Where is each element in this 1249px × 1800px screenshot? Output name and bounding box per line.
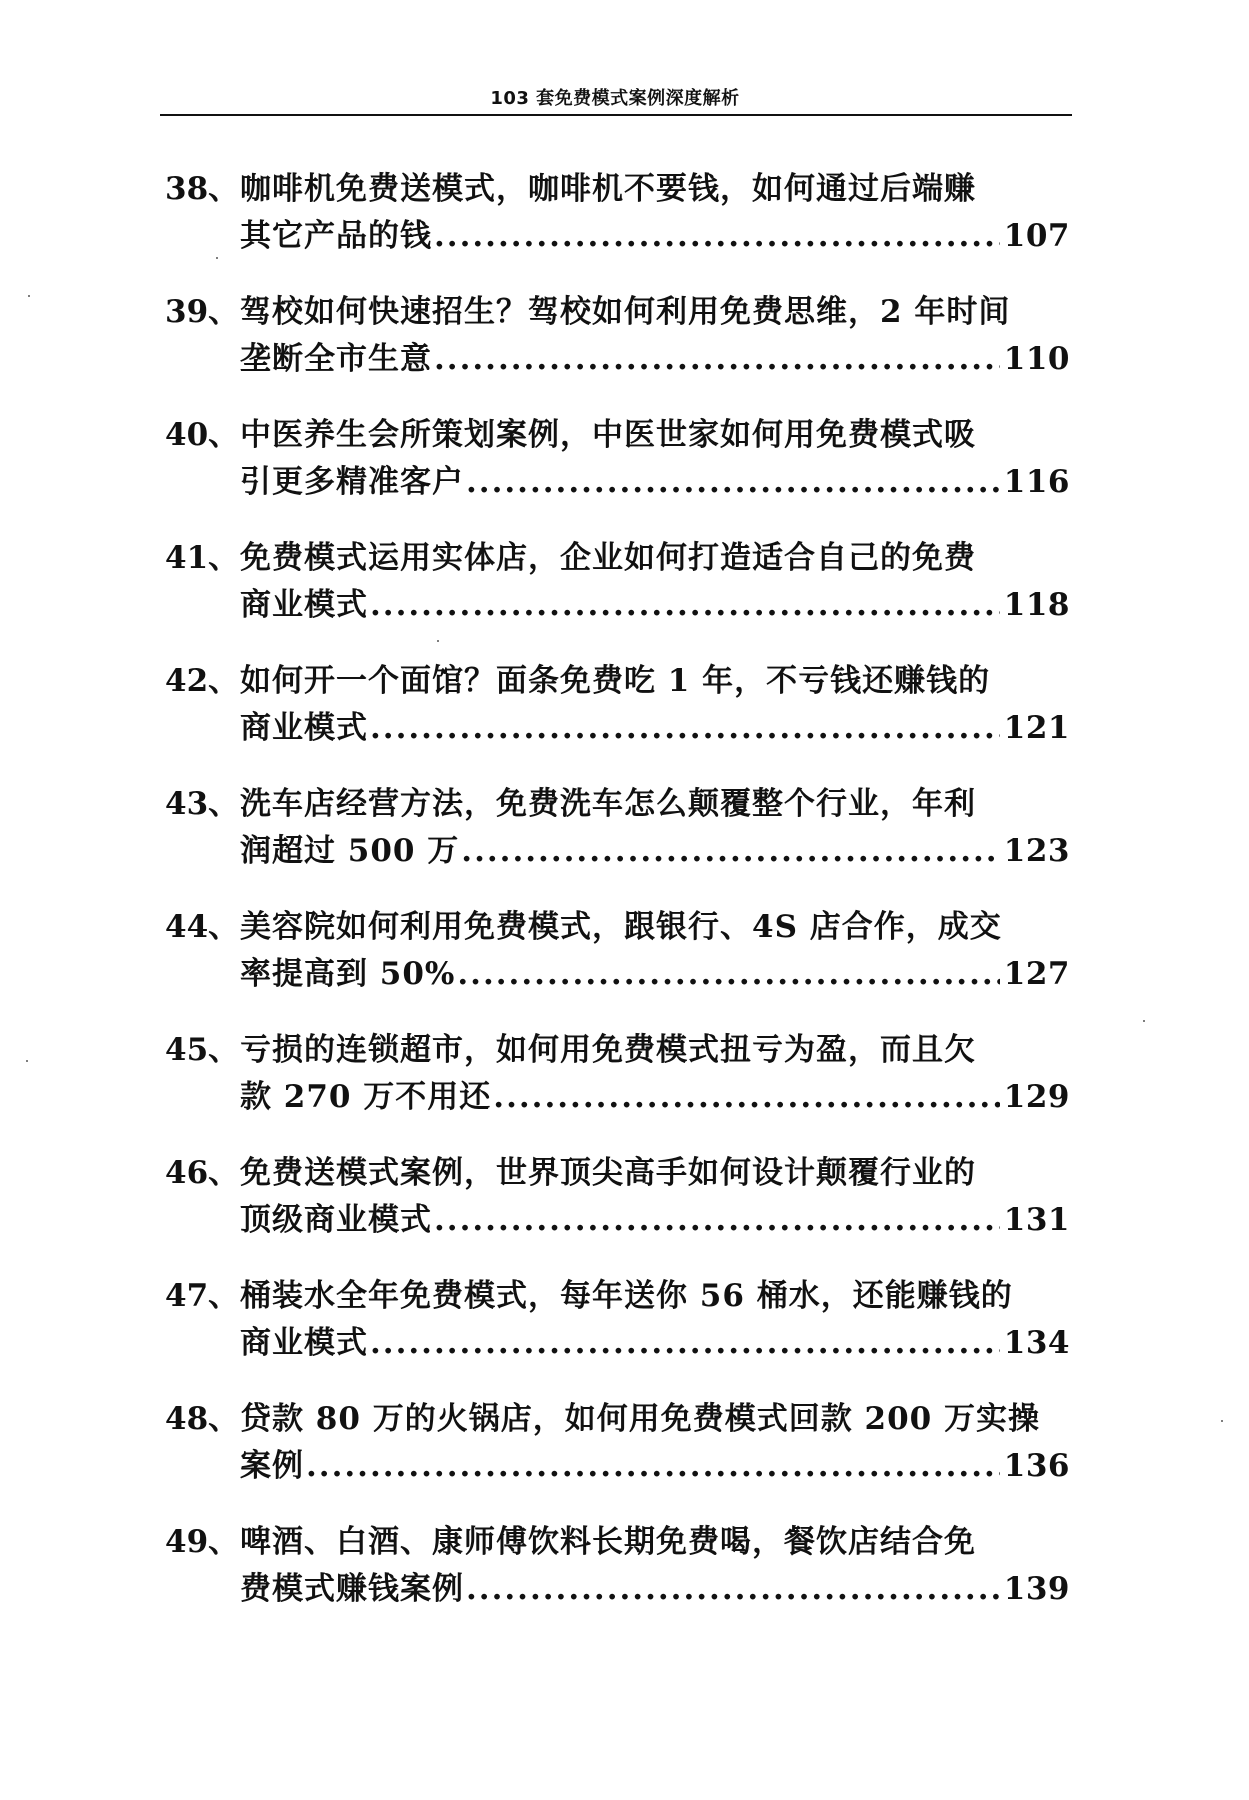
scan-speck xyxy=(26,1060,28,1062)
toc-entry-title-line2: 顶级商业模式 xyxy=(240,1202,432,1238)
toc-entry-number: 49、 xyxy=(165,1524,240,1560)
toc-entry-title-line2: 润超过 500 万 xyxy=(240,833,460,869)
toc-entry[interactable] xyxy=(165,163,1070,286)
scan-speck xyxy=(216,257,218,259)
toc-entry-title-line1: 啤酒、白酒、康师傅饮料长期免费喝，餐饮店结合免 xyxy=(240,1524,976,1560)
toc-entry-number: 43、 xyxy=(165,786,240,822)
toc-entry[interactable] xyxy=(165,1516,1070,1639)
toc-entry-first-line xyxy=(165,1516,1070,1560)
toc-page-number: 139 xyxy=(1003,1571,1070,1607)
scan-speck xyxy=(1143,1020,1145,1022)
toc-entry-title-line2: 案例 xyxy=(240,1448,304,1484)
toc-entry-title-line1: 亏损的连锁超市，如何用免费模式扭亏为盈，而且欠 xyxy=(240,1032,976,1068)
toc-entry-second-line xyxy=(165,456,1070,500)
toc-entry-title-line1: 咖啡机免费送模式，咖啡机不要钱，如何通过后端赚 xyxy=(240,171,976,207)
toc-entry-first-line xyxy=(165,778,1070,822)
toc-page-number: 131 xyxy=(1003,1202,1070,1238)
toc-entry[interactable] xyxy=(165,286,1070,409)
toc-entry-number: 48、 xyxy=(165,1401,240,1437)
toc-entry-second-line xyxy=(165,1317,1070,1361)
toc-page-number: 136 xyxy=(1003,1448,1070,1484)
dot-leader xyxy=(368,1325,1000,1361)
toc-entry-title-line2: 商业模式 xyxy=(240,1325,368,1361)
toc-entry-title-line2: 款 270 万不用还 xyxy=(240,1079,492,1115)
toc-entry-second-line xyxy=(165,702,1070,746)
dot-leader xyxy=(464,464,1000,500)
toc-entry-title-line2: 其它产品的钱 xyxy=(240,218,432,254)
toc-entry-second-line xyxy=(165,1194,1070,1238)
toc-entry-title-line1: 桶装水全年免费模式，每年送你 56 桶水，还能赚钱的 xyxy=(240,1278,1013,1314)
toc-page-number: 129 xyxy=(1003,1079,1070,1115)
toc-entry-title-line2: 垄断全市生意 xyxy=(240,341,432,377)
toc-entry-title-line2: 费模式赚钱案例 xyxy=(240,1571,464,1607)
toc-entry-second-line xyxy=(165,948,1070,992)
toc-entry-first-line xyxy=(165,1024,1070,1068)
toc-entry-title-line1: 免费模式运用实体店，企业如何打造适合自己的免费 xyxy=(240,540,976,576)
dot-leader xyxy=(455,956,999,992)
toc-entry-second-line xyxy=(165,1563,1070,1607)
dot-leader xyxy=(464,1571,1000,1607)
scan-speck xyxy=(28,295,30,297)
toc-entry-second-line xyxy=(165,210,1070,254)
dot-leader xyxy=(368,710,1000,746)
toc-entry[interactable] xyxy=(165,409,1070,532)
toc-entry-title-line1: 美容院如何利用免费模式，跟银行、4S 店合作，成交 xyxy=(240,909,1002,945)
dot-leader xyxy=(368,587,1000,623)
toc-entry-title-line1: 贷款 80 万的火锅店，如何用免费模式回款 200 万实操 xyxy=(240,1401,1041,1437)
toc-entry-second-line xyxy=(165,825,1070,869)
toc-entry-first-line xyxy=(165,163,1070,207)
toc-entry-number: 45、 xyxy=(165,1032,240,1068)
toc-entry[interactable] xyxy=(165,778,1070,901)
toc-entry-number: 46、 xyxy=(165,1155,240,1191)
toc-entry[interactable] xyxy=(165,532,1070,655)
toc-page-number: 121 xyxy=(1003,710,1070,746)
toc-page-number: 118 xyxy=(1003,587,1070,623)
header-rule xyxy=(160,114,1072,116)
dot-leader xyxy=(432,341,1000,377)
toc-entry-second-line xyxy=(165,579,1070,623)
toc-entry-first-line xyxy=(165,532,1070,576)
toc-page-number: 116 xyxy=(1003,464,1070,500)
toc-entry-title-line2: 商业模式 xyxy=(240,587,368,623)
toc-entry-first-line xyxy=(165,409,1070,453)
toc-page-number: 110 xyxy=(1003,341,1070,377)
toc-entry[interactable] xyxy=(165,1393,1070,1516)
toc-entry-title-line2: 商业模式 xyxy=(240,710,368,746)
toc-entry-second-line xyxy=(165,1440,1070,1484)
toc-entry-title-line1: 驾校如何快速招生？驾校如何利用免费思维，2 年时间 xyxy=(240,294,1011,330)
scan-speck xyxy=(437,640,439,642)
toc-entry-first-line xyxy=(165,286,1070,330)
dot-leader xyxy=(432,1202,1000,1238)
dot-leader xyxy=(491,1079,999,1115)
toc-entry-number: 47、 xyxy=(165,1278,240,1314)
toc-entry-first-line xyxy=(165,1270,1070,1314)
toc-entry-number: 40、 xyxy=(165,417,240,453)
table-of-contents xyxy=(165,163,1070,1639)
toc-entry-title-line2: 率提高到 50% xyxy=(240,956,456,992)
toc-page-number: 107 xyxy=(1003,218,1070,254)
toc-page-number: 127 xyxy=(1003,956,1070,992)
toc-entry-title-line1: 洗车店经营方法，免费洗车怎么颠覆整个行业，年利 xyxy=(240,786,976,822)
toc-entry-number: 44、 xyxy=(165,909,240,945)
toc-entry-first-line xyxy=(165,901,1070,945)
toc-entry[interactable] xyxy=(165,655,1070,778)
toc-entry-first-line xyxy=(165,1147,1070,1191)
toc-entry-title-line1: 中医养生会所策划案例，中医世家如何用免费模式吸 xyxy=(240,417,976,453)
toc-entry-number: 42、 xyxy=(165,663,240,699)
toc-entry-number: 41、 xyxy=(165,540,240,576)
scan-speck xyxy=(1221,1420,1223,1422)
toc-entry[interactable] xyxy=(165,901,1070,1024)
toc-entry-number: 38、 xyxy=(165,171,240,207)
toc-entry-first-line xyxy=(165,1393,1070,1437)
toc-entry[interactable] xyxy=(165,1024,1070,1147)
toc-page-number: 134 xyxy=(1003,1325,1070,1361)
toc-entry-first-line xyxy=(165,655,1070,699)
toc-page-number: 123 xyxy=(1003,833,1070,869)
toc-entry-second-line xyxy=(165,333,1070,377)
toc-entry-title-line1: 免费送模式案例，世界顶尖高手如何设计颠覆行业的 xyxy=(240,1155,976,1191)
toc-entry-second-line xyxy=(165,1071,1070,1115)
dot-leader xyxy=(459,833,999,869)
toc-entry[interactable] xyxy=(165,1147,1070,1270)
dot-leader xyxy=(304,1448,1000,1484)
dot-leader xyxy=(432,218,1000,254)
toc-entry[interactable] xyxy=(165,1270,1070,1393)
running-header: 103 套免费模式案例深度解析 xyxy=(490,88,740,109)
toc-entry-number: 39、 xyxy=(165,294,240,330)
toc-entry-title-line2: 引更多精准客户 xyxy=(240,464,464,500)
toc-entry-title-line1: 如何开一个面馆？面条免费吃 1 年，不亏钱还赚钱的 xyxy=(240,663,991,699)
